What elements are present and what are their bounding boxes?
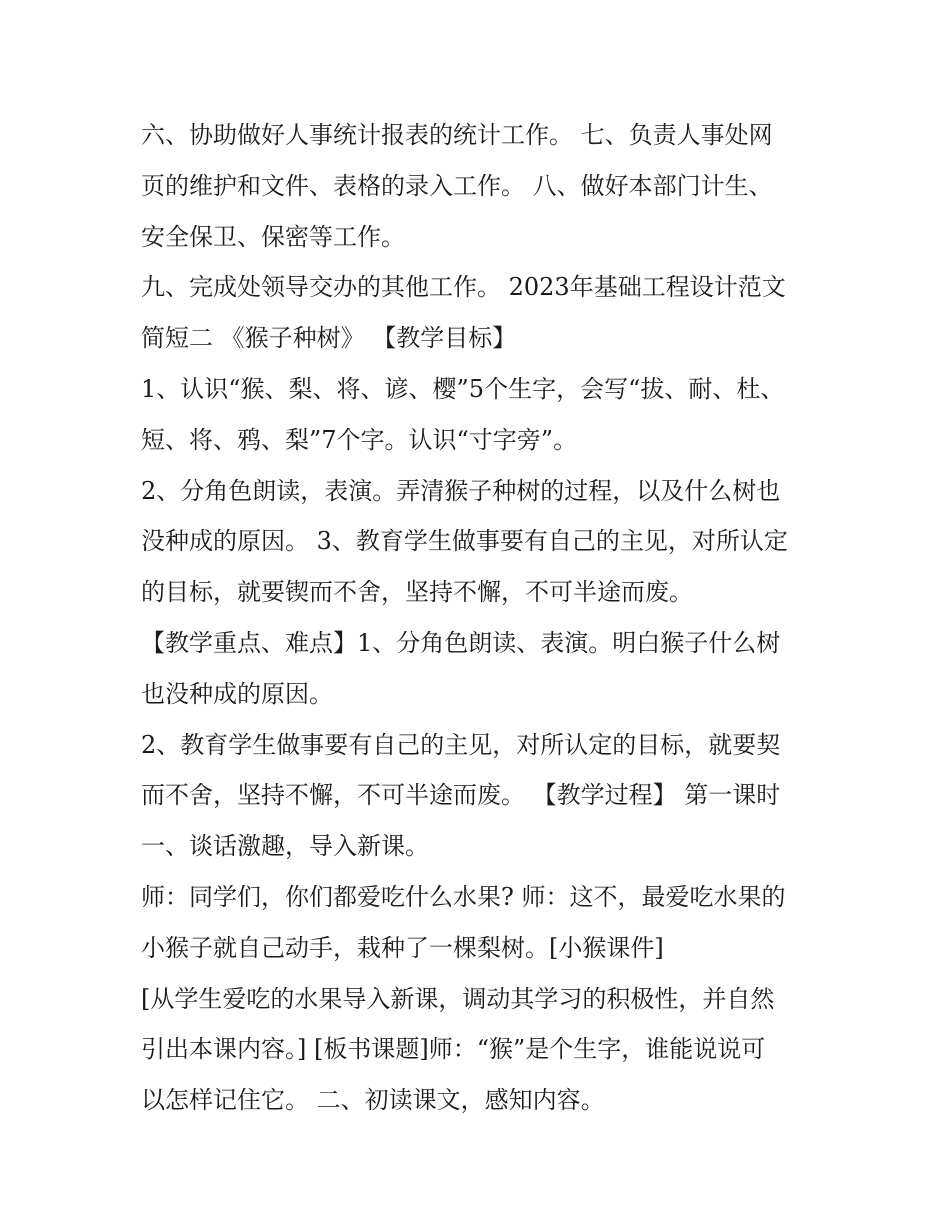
text-line: 1、认识“猴、梨、将、谚、樱”5个生字，会写“拔、耐、杜、 [141,374,785,403]
text-line: 【教学重点、难点】1、分角色朗读、表演。明白猴子什么树 [141,628,781,657]
text-line: 引出本课内容。] [板书课题]师：“猴”是个生字，谁能说说可 [141,1035,766,1064]
text-line: 安全保卫、保密等工作。 [141,222,405,251]
text-line: 2、分角色朗读，表演。弄清猴子种树的过程，以及什么树也 [141,476,781,505]
text-line: 六、协助做好人事统计报表的统计工作。 七、负责人事处网 [141,121,773,149]
text-line: 也没种成的原因。 [141,679,333,708]
text-line: 小猴子就自己动手，栽种了一棵梨树。[小猴课件] [141,933,664,962]
text-line: 九、完成处领导交办的其他工作。 2023年基础工程设计范文 [141,273,786,302]
text-line: 师：同学们，你们都爱吃什么水果? 师：这不，最爱吃水果的 [141,882,786,911]
document-body [141,110,821,1126]
text-line: 短、将、鸦、梨”7个字。认识“寸字旁”。 [141,425,578,454]
text-line: 简短二 《猴子种树》 【教学目标】 [141,324,517,353]
text-line: 一、谈话激趣，导入新课。 [141,832,429,861]
text-line: 页的维护和文件、表格的录入工作。 八、做好本部门计生、 [141,171,773,200]
text-line: 2、教育学生做事要有自己的主见，对所认定的目标，就要契 [141,730,781,759]
text-line: 以怎样记住它。 二、初读课文，感知内容。 [141,1086,605,1115]
text-line: 没种成的原因。 3、教育学生做事要有自己的主见，对所认定 [141,527,788,556]
text-line: 而不舍，坚持不懈，不可半途而废。 【教学过程】 第一课时 [141,781,781,810]
text-line: 的目标，就要锲而不舍，坚持不懈，不可半途而废。 [141,578,693,607]
text-line: [从学生爱吃的水果导入新课，调动其学习的积极性，并自然 [141,984,775,1013]
